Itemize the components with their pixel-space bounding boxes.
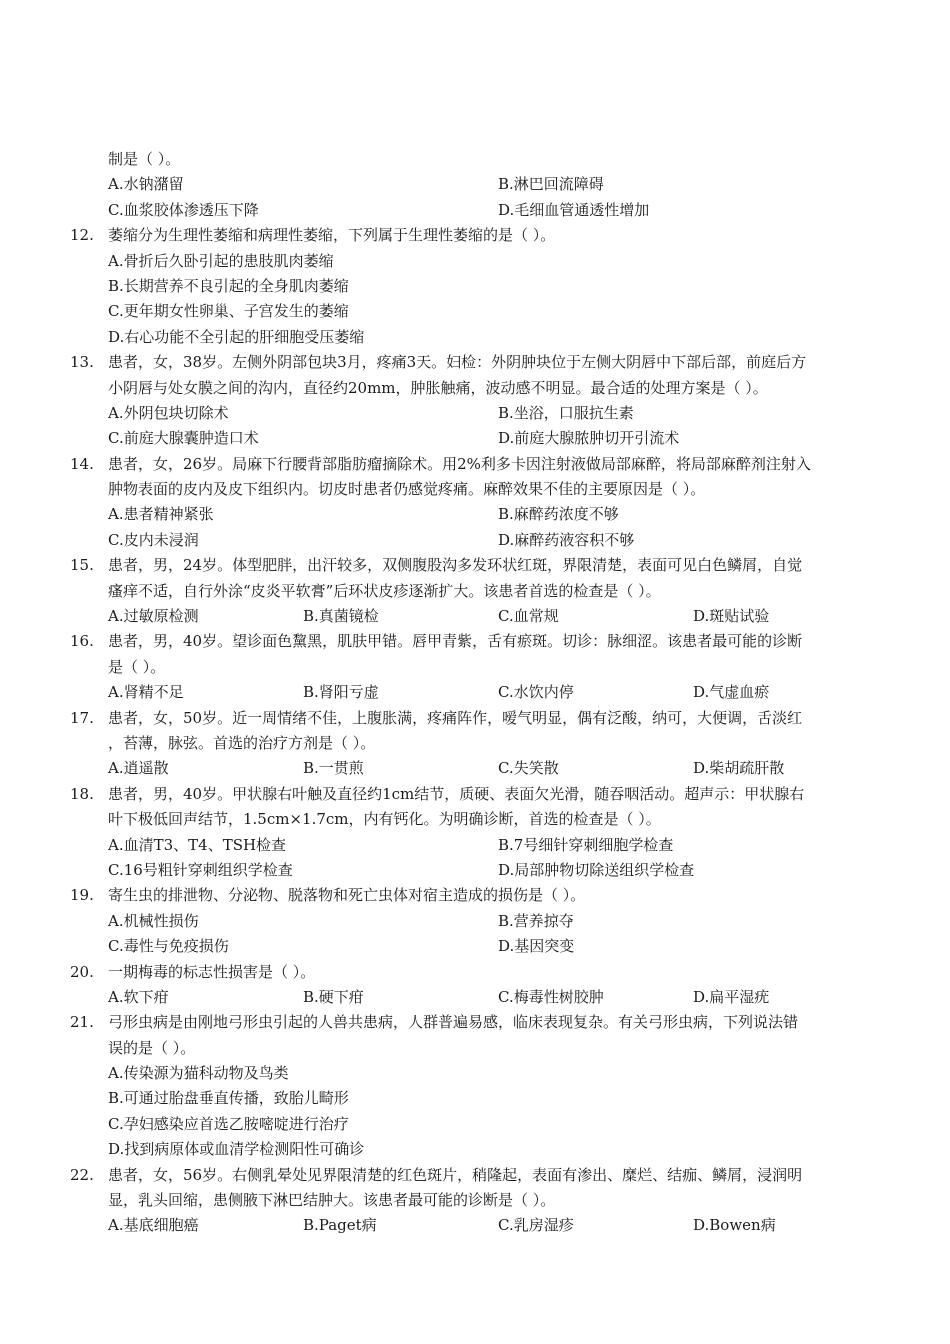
option-row <box>70 528 880 553</box>
answer-option: C.乳房湿疹 <box>498 1216 574 1235</box>
question-stem-line <box>70 1036 880 1061</box>
question-stem-line <box>70 655 880 680</box>
question-stem-line <box>70 579 880 604</box>
option-row-inner <box>108 528 880 553</box>
question-number: 13. <box>70 353 94 372</box>
answer-option: A.患者精神紧张 <box>108 505 214 524</box>
answer-option: C.更年期女性卵巢、子宫发生的萎缩 <box>108 302 349 321</box>
question-stem-text: 患者，女，56岁。右侧乳晕处见界限清楚的红色斑片，稍隆起，表面有渗出、糜烂、结痂、鳞屑，浸润明 <box>108 1165 803 1184</box>
answer-option: D.Bowen病 <box>693 1216 776 1235</box>
question-stem-line <box>70 452 880 477</box>
option-row <box>70 249 880 274</box>
question-stem-text: 肿物表面的皮内及皮下组织内。切皮时患者仍感觉疼痛。麻醉效果不佳的主要原因是（ ）。 <box>108 480 706 499</box>
option-row <box>70 680 880 705</box>
question-block <box>70 553 880 629</box>
answer-option: A.逍遥散 <box>108 759 169 778</box>
answer-option: C.皮内未浸润 <box>108 530 199 549</box>
question-stem-line <box>70 960 880 985</box>
question-stem-line <box>70 706 880 731</box>
question-stem-text: 是（ ）。 <box>108 657 166 676</box>
question-stem-line <box>70 883 880 908</box>
question-stem-line <box>70 477 880 502</box>
option-row-inner <box>108 680 880 705</box>
option-row <box>70 756 880 781</box>
question-stem-line <box>70 1188 880 1213</box>
option-row-inner <box>108 325 880 350</box>
answer-option: A.传染源为猫科动物及鸟类 <box>108 1064 289 1083</box>
question-stem-text: 叶下极低回声结节，1.5cm×1.7cm，内有钙化。为明确诊断，首选的检查是（ ）。 <box>108 810 661 829</box>
answer-option: C.孕妇感染应首选乙胺嘧啶进行治疗 <box>108 1114 349 1133</box>
question-stem-line <box>70 807 880 832</box>
option-row <box>70 909 880 934</box>
question-number: 14. <box>70 454 94 473</box>
answer-option: B.麻醉药浓度不够 <box>498 505 619 524</box>
option-row-inner <box>108 1086 880 1111</box>
option-row-inner <box>108 934 880 959</box>
question-number: 16. <box>70 632 94 651</box>
option-row <box>70 1213 880 1238</box>
answer-option: C.失笑散 <box>498 759 559 778</box>
answer-option: D.气虚血瘀 <box>693 683 770 702</box>
question-stem-text: 患者，女，26岁。局麻下行腰背部脂肪瘤摘除术。用2%利多卡因注射液做局部麻醉，将局部麻醉剂注射入 <box>108 454 811 473</box>
question-stem-line <box>70 629 880 654</box>
question-stem-line <box>70 1010 880 1035</box>
answer-option: C.水饮内停 <box>498 683 574 702</box>
answer-option: A.软下疳 <box>108 987 169 1006</box>
answer-option: C.前庭大腺囊肿造口术 <box>108 429 259 448</box>
option-row-inner <box>108 274 880 299</box>
answer-option: C.血浆胶体渗透压下降 <box>108 200 259 219</box>
answer-option: B.坐浴，口服抗生素 <box>498 403 634 422</box>
answer-option: A.骨折后久卧引起的患肢肌肉萎缩 <box>108 251 334 270</box>
option-row <box>70 274 880 299</box>
option-row-inner <box>108 833 880 858</box>
question-stem-text: 小阴唇与处女膜之间的沟内，直径约20mm，肿胀触痛，波动感不明显。最合适的处理方案是（ ）。 <box>108 378 768 397</box>
option-row <box>70 198 880 223</box>
question-block <box>70 452 880 554</box>
question-stem-line <box>70 731 880 756</box>
question-stem-text: 萎缩分为生理性萎缩和病理性萎缩，下列属于生理性萎缩的是（ ）。 <box>108 226 556 245</box>
answer-option: A.肾精不足 <box>108 683 184 702</box>
answer-option: D.右心功能不全引起的肝细胞受压萎缩 <box>108 327 365 346</box>
option-row <box>70 325 880 350</box>
option-row <box>70 1112 880 1137</box>
option-row-inner <box>108 299 880 324</box>
question-number: 22. <box>70 1165 94 1184</box>
option-row-inner <box>108 985 880 1010</box>
option-row-inner <box>108 1213 880 1238</box>
answer-option: A.血清T3、T4、TSH检查 <box>108 835 287 854</box>
answer-option: C.血常规 <box>498 607 559 626</box>
answer-option: B.可通过胎盘垂直传播，致胎儿畸形 <box>108 1089 349 1108</box>
question-block <box>70 629 880 705</box>
option-row-inner <box>108 426 880 451</box>
option-row <box>70 985 880 1010</box>
answer-option: D.扁平湿疣 <box>693 987 770 1006</box>
option-row <box>70 1137 880 1162</box>
option-row-inner <box>108 249 880 274</box>
question-block <box>70 960 880 1011</box>
question-stem-text: 患者，男，40岁。望诊面色黧黑，肌肤甲错。唇甲青紫，舌有瘀斑。切诊：脉细涩。该患者最可能的诊断 <box>108 632 803 651</box>
question-block <box>70 350 880 452</box>
question-stem-text: 患者，男，40岁。甲状腺右叶触及直径约1cm结节，质硬、表面欠光滑，随吞咽活动。超声示：甲状腺右 <box>108 784 805 803</box>
option-row-inner <box>108 198 880 223</box>
option-row-inner <box>108 172 880 197</box>
answer-option: A.机械性损伤 <box>108 911 199 930</box>
question-block <box>70 147 880 223</box>
option-row-inner <box>108 502 880 527</box>
question-number: 18. <box>70 784 94 803</box>
question-stem-text: 误的是（ ）。 <box>108 1038 196 1057</box>
question-stem-line <box>70 1163 880 1188</box>
option-row <box>70 502 880 527</box>
option-row-inner <box>108 1137 880 1162</box>
question-stem-text: 瘙痒不适，自行外涂“皮炎平软膏”后环状皮疹逐渐扩大。该患者首选的检查是（ ）。 <box>108 581 661 600</box>
option-row-inner <box>108 1112 880 1137</box>
question-number: 17. <box>70 708 94 727</box>
question-stem-text: 患者，女，38岁。左侧外阴部包块3月，疼痛3天。妇检：外阴肿块位于左侧大阴唇中下部后部，前庭后方 <box>108 353 807 372</box>
option-row-inner <box>108 858 880 883</box>
question-number: 21. <box>70 1013 94 1032</box>
answer-option: B.真菌镜检 <box>303 607 379 626</box>
question-block <box>70 883 880 959</box>
answer-option: B.一贯煎 <box>303 759 364 778</box>
question-block <box>70 223 880 350</box>
question-number: 19. <box>70 886 94 905</box>
answer-option: D.局部肿物切除送组织学检查 <box>498 860 695 879</box>
option-row-inner <box>108 604 880 629</box>
answer-option: D.前庭大腺脓肿切开引流术 <box>498 429 680 448</box>
answer-option: D.斑贴试验 <box>693 607 770 626</box>
question-block <box>70 706 880 782</box>
question-stem-text: 一期梅毒的标志性损害是（ ）。 <box>108 962 316 981</box>
question-stem-line <box>70 147 880 172</box>
answer-option: B.淋巴回流障碍 <box>498 175 604 194</box>
answer-option: A.基底细胞癌 <box>108 1216 199 1235</box>
option-row-inner <box>108 756 880 781</box>
option-row <box>70 833 880 858</box>
option-row-inner <box>108 909 880 934</box>
option-row <box>70 934 880 959</box>
question-stem-text: 患者，女，50岁。近一周情绪不佳，上腹胀满，疼痛阵作，嗳气明显，偶有泛酸，纳可，大便调，舌淡红 <box>108 708 803 727</box>
option-row <box>70 172 880 197</box>
option-row <box>70 426 880 451</box>
question-number: 15. <box>70 556 94 575</box>
question-stem-line <box>70 223 880 248</box>
answer-option: B.肾阳亏虚 <box>303 683 379 702</box>
answer-option: C.16号粗针穿刺组织学检查 <box>108 860 293 879</box>
answer-option: B.Paget病 <box>303 1216 377 1235</box>
answer-option: D.找到病原体或血清学检测阳性可确诊 <box>108 1140 365 1159</box>
question-stem-line <box>70 553 880 578</box>
question-stem-line <box>70 376 880 401</box>
answer-option: B.硬下疳 <box>303 987 364 1006</box>
question-stem-text: ，苔薄，脉弦。首选的治疗方剂是（ ）。 <box>108 733 376 752</box>
answer-option: A.水钠潴留 <box>108 175 184 194</box>
answer-option: D.毛细血管通透性增加 <box>498 200 650 219</box>
question-list <box>70 147 880 1239</box>
answer-option: B.营养掠夺 <box>498 911 574 930</box>
question-stem-text: 寄生虫的排泄物、分泌物、脱落物和死亡虫体对宿主造成的损伤是（ ）。 <box>108 886 586 905</box>
question-number: 20. <box>70 962 94 981</box>
option-row <box>70 604 880 629</box>
answer-option: C.毒性与免疫损伤 <box>108 937 229 956</box>
answer-option: D.柴胡疏肝散 <box>693 759 785 778</box>
question-number: 12. <box>70 226 94 245</box>
question-stem-text: 显，乳头回缩，患侧腋下淋巴结肿大。该患者最可能的诊断是（ ）。 <box>108 1191 556 1210</box>
option-row <box>70 401 880 426</box>
option-row <box>70 858 880 883</box>
question-block <box>70 1010 880 1162</box>
answer-option: B.长期营养不良引起的全身肌肉萎缩 <box>108 276 349 295</box>
question-block <box>70 782 880 884</box>
answer-option: C.梅毒性树胶肿 <box>498 987 604 1006</box>
option-row-inner <box>108 401 880 426</box>
option-row <box>70 1086 880 1111</box>
question-block <box>70 1163 880 1239</box>
answer-option: B.7号细针穿刺细胞学检查 <box>498 835 674 854</box>
option-row-inner <box>108 1061 880 1086</box>
option-row <box>70 1061 880 1086</box>
answer-option: A.过敏原检测 <box>108 607 199 626</box>
question-stem-line <box>70 782 880 807</box>
answer-option: A.外阴包块切除术 <box>108 403 229 422</box>
option-row <box>70 299 880 324</box>
answer-option: D.麻醉药液容积不够 <box>498 530 635 549</box>
question-stem-text: 制是（ ）。 <box>108 150 181 168</box>
question-stem-text: 弓形虫病是由刚地弓形虫引起的人兽共患病，人群普遍易感，临床表现复杂。有关弓形虫病，下列说法错 <box>108 1013 799 1032</box>
question-stem-text: 患者，男，24岁。体型肥胖，出汗较多，双侧腹股沟多发环状红斑，界限清楚，表面可见白色鳞屑，自觉 <box>108 556 803 575</box>
answer-option: D.基因突变 <box>498 937 575 956</box>
question-stem-line <box>70 350 880 375</box>
